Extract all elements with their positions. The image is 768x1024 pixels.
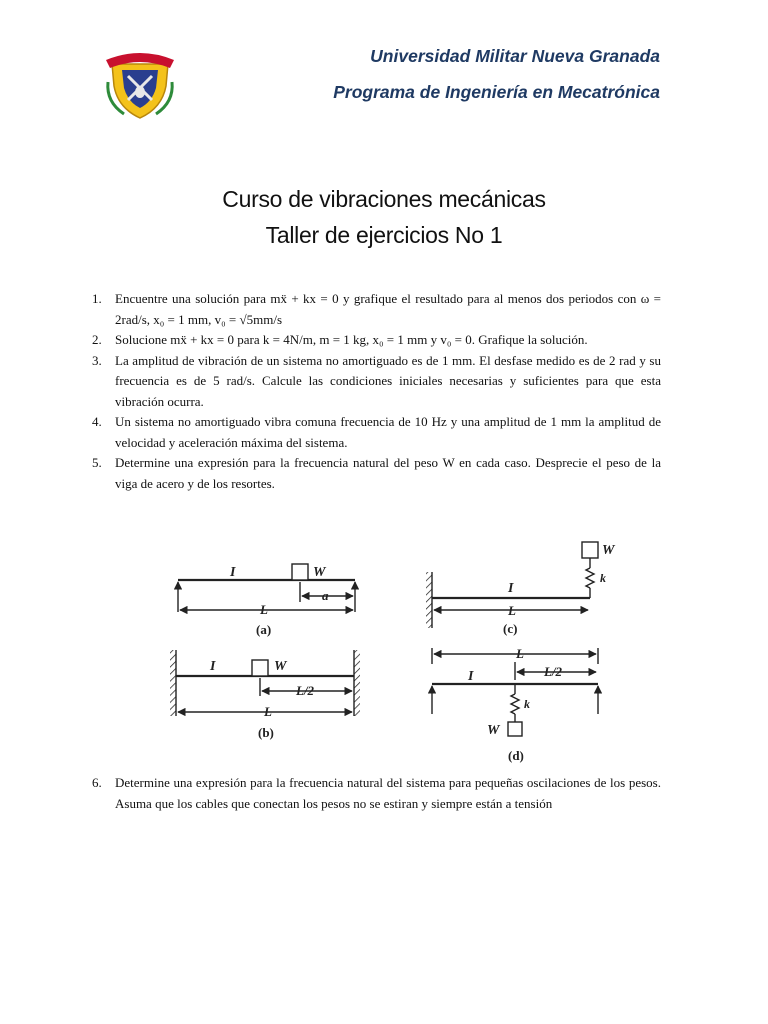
exercise-text: La amplitud de vibración de un sistema no amortiguado es de 1 mm. El desfase medido es de 2 rad y su frecuencia es de 5 rad/s. Calcule las condiciones iniciales necesarias y suficientes para que esta vibración ocurra. — [115, 352, 661, 409]
exercise-text: Solucione mẍ + kx = 0 para k = 4N/m, m = 1 kg, x₀ = 1 mm y v₀ = 0. Grafique la solución. — [115, 332, 588, 347]
label-I-b: I — [210, 659, 216, 674]
label-L-b: L — [264, 704, 272, 719]
program-name: Programa de Ingeniería en Mecatrónica — [333, 82, 660, 102]
exercise-text: Determine una expresión para la frecuencia natural del sistema para pequeñas oscilaciones de los pesos. Asuma que los cables que conectan los pesos no se estiran y siempre están a tensión — [115, 775, 661, 811]
university-crest-icon — [104, 42, 176, 122]
exercise-list — [88, 289, 661, 494]
diagram-d — [432, 648, 598, 736]
workshop-title: Taller de ejercicios No 1 — [265, 222, 503, 248]
exercise-number: 4. — [92, 414, 102, 429]
label-L-d: L — [516, 646, 524, 661]
label-I-a: I — [230, 565, 236, 580]
caption-d: (d) — [508, 748, 524, 763]
exercise-item — [88, 289, 661, 330]
exercise-number: 5. — [92, 455, 102, 470]
exercise-text: Determine una expresión para la frecuencia natural del peso W en cada caso. Desprecie el peso de la viga de acero y de los resortes. — [115, 455, 661, 491]
caption-b: (b) — [258, 725, 274, 740]
label-L2-b: L/2 — [296, 683, 315, 698]
exercise-text: Encuentre una solución para mẍ + kx = 0 y grafique el resultado para al menos dos periodos con ω = 2rad/s, x₀ = 1 mm, v₀ = √5mm/s — [115, 291, 661, 327]
label-L-a: L — [260, 602, 268, 617]
label-k-d: k — [524, 697, 530, 711]
caption-a: (a) — [256, 622, 272, 637]
label-k-c: k — [600, 571, 606, 585]
exercise-item — [88, 412, 661, 453]
course-title: Curso de vibraciones mecánicas — [222, 186, 546, 212]
exercise-number: 6. — [92, 775, 102, 790]
label-a: a — [322, 588, 329, 603]
exercise-item — [88, 773, 661, 814]
beam-diagrams-figure — [150, 524, 620, 770]
exercise-item — [88, 351, 661, 413]
exercise-number: 1. — [92, 291, 102, 306]
label-W-a: W — [313, 565, 326, 580]
exercise-number: 2. — [92, 332, 102, 347]
label-W-b: W — [274, 659, 287, 674]
label-W-d: W — [487, 723, 500, 738]
exercise-item — [88, 453, 661, 494]
university-name: Universidad Militar Nueva Granada — [370, 46, 660, 66]
label-I-c: I — [508, 581, 514, 596]
label-L2-d: L/2 — [544, 664, 563, 679]
exercise-item — [88, 330, 661, 351]
label-I-d: I — [468, 669, 474, 684]
exercise-number: 3. — [92, 352, 102, 368]
label-L-c: L — [508, 603, 516, 618]
exercise-text: Un sistema no amortiguado vibra comuna frecuencia de 10 Hz y una amplitud de 1 mm la amplitud de velocidad y aceleración máxima del sistema. — [115, 414, 661, 450]
label-W-c: W — [602, 543, 615, 558]
caption-c: (c) — [503, 621, 518, 636]
